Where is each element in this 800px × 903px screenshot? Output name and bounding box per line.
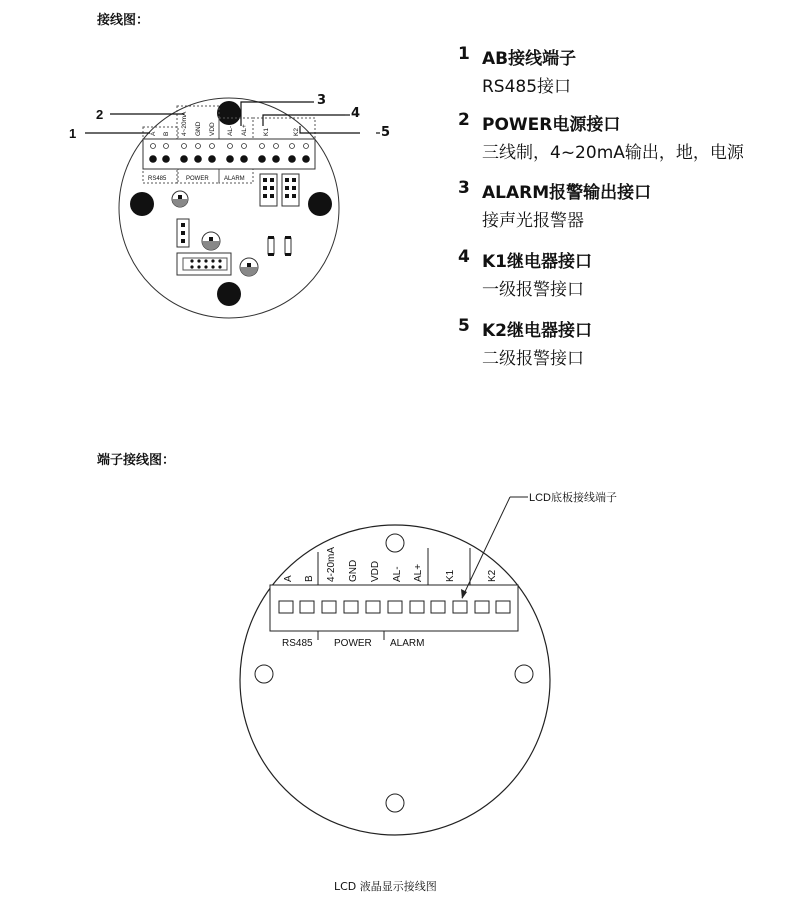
item-4	[458, 247, 788, 300]
lcd-annotation: LCD底板接线端子	[529, 492, 618, 504]
lcd-group-rs485: RS485	[282, 638, 313, 649]
lcd-terminal-k1b	[453, 601, 467, 613]
item-description: 接声光报警器	[482, 211, 584, 231]
pcb-label-vdd: VDD	[209, 122, 216, 136]
pcb-group-power: POWER	[186, 176, 209, 182]
pcb-label-al-minus: AL-	[227, 125, 234, 136]
pcb-label-4-20ma: 4~20mA	[181, 111, 188, 136]
lcd-terminal-4-20ma	[322, 601, 336, 613]
lcd-hole-right	[515, 665, 533, 683]
item-2	[458, 110, 788, 163]
lcd-label-al-minus: AL-	[392, 566, 403, 582]
item-title: POWER电源接口	[482, 115, 621, 135]
callout-number-2: 2	[96, 107, 104, 122]
item-description: 一级报警接口	[482, 280, 584, 300]
item-title: K1继电器接口	[482, 252, 593, 272]
lcd-group-power: POWER	[334, 638, 372, 649]
callout-number-3: 3	[317, 93, 327, 108]
callout-number-1: 1	[69, 126, 77, 141]
mounting-hole-right	[308, 192, 332, 216]
callout-number-5: 5	[381, 125, 391, 140]
mounting-hole-top	[217, 101, 241, 125]
item-number: 5	[458, 316, 470, 336]
item-title: K2继电器接口	[482, 321, 593, 341]
lcd-label-gnd: GND	[348, 559, 359, 582]
item-description: RS485接口	[482, 77, 572, 97]
item-number: 3	[458, 178, 470, 198]
lcd-label-al-plus: AL+	[413, 563, 424, 582]
lcd-hole-bottom	[386, 794, 404, 812]
pcb-label-a: A	[150, 131, 157, 136]
lcd-label-a: A	[283, 575, 294, 582]
lcd-terminal-b	[300, 601, 314, 613]
lcd-terminal-k2b	[496, 601, 510, 613]
lcd-terminal-k1a	[431, 601, 445, 613]
lcd-terminal-al-minus	[388, 601, 402, 613]
lcd-terminal-vdd	[366, 601, 380, 613]
lcd-label-k1: K1	[445, 569, 456, 582]
item-description: 二级报警接口	[482, 349, 584, 369]
small-component-2	[285, 236, 291, 256]
lcd-hole-top	[386, 534, 404, 552]
pcb-label-k2: K2	[293, 128, 300, 136]
mounting-hole-bottom	[217, 282, 241, 306]
item-description: 三线制，4~20mA输出，地，电源	[482, 143, 744, 163]
item-number: 1	[458, 44, 470, 64]
item-1	[458, 44, 788, 97]
lcd-terminal-diagram	[200, 480, 660, 840]
mounting-hole-left	[130, 192, 154, 216]
lcd-terminal-k2a	[475, 601, 489, 613]
item-title: ALARM报警输出接口	[482, 183, 652, 203]
pcb-group-alarm: ALARM	[224, 176, 245, 182]
item-number: 4	[458, 247, 470, 267]
pcb-label-k1: K1	[263, 128, 270, 136]
pcb-group-rs485: RS485	[148, 176, 167, 182]
callout-extension-lines	[300, 95, 385, 140]
item-5	[458, 316, 788, 369]
item-3	[458, 178, 788, 231]
lcd-terminal-al-plus	[410, 601, 424, 613]
lcd-label-k2: K2	[487, 569, 498, 582]
pcb-label-b: B	[163, 131, 170, 136]
callout-number-4: 4	[351, 106, 361, 121]
lcd-label-b: B	[304, 575, 315, 582]
pcb-label-gnd: GND	[195, 121, 202, 136]
pcb-label-al-plus: AL+	[241, 124, 248, 136]
lcd-terminal-a	[279, 601, 293, 613]
lcd-hole-left	[255, 665, 273, 683]
section-title-wiring: 接线图：	[97, 13, 150, 28]
item-title: AB接线端子	[482, 49, 577, 69]
small-component-1	[268, 236, 274, 256]
item-number: 2	[458, 110, 470, 130]
lcd-label-vdd: VDD	[370, 560, 381, 582]
lcd-caption: LCD 液晶显示接线图	[334, 880, 437, 893]
lcd-group-alarm: ALARM	[390, 638, 425, 649]
lcd-label-4-20ma: 4-20mA	[326, 546, 337, 582]
lcd-terminal-gnd	[344, 601, 358, 613]
section-title-terminal-wiring: 端子接线图：	[97, 453, 176, 468]
